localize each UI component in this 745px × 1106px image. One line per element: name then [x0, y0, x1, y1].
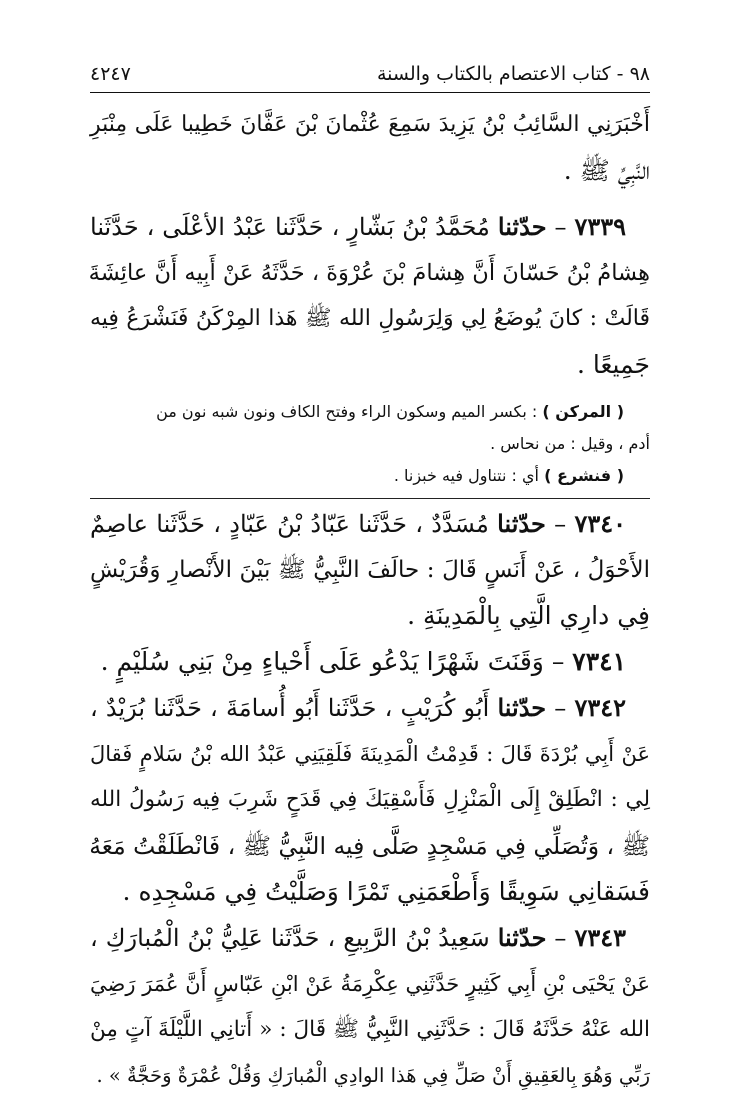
hadith-7343 — [90, 915, 650, 1099]
hadith-number: ٧٣٣٩ — [574, 212, 626, 241]
text-line: عَنْ أَبِي بُرْدَةَ قَالَ : قَدِمْتُ الْمَدِينَةَ فَلَقِيَنِي عَبْدُ الله بْنُ سَلامٍ فَقالَ — [90, 742, 650, 766]
page-header — [90, 58, 650, 90]
page-number: ٤٢٤٧ — [90, 63, 131, 85]
footnote — [90, 396, 650, 428]
hadith-number: ٧٣٤٣ — [574, 923, 627, 952]
text-line: قَالَتْ : كانَ يُوضَعُ لِي وَلِرَسُولِ الله ﷺ هَذا المِرْكَنُ فَنَشْرَعُ فِيه — [90, 306, 650, 331]
text-line: رَبِّي وَهُوَ بِالعَقِيقِ أَنْ صَلِّ فِي هَذا الوادِي الْمُبارَكِ وَقُلْ عُمْرَةٌ وَحَجَّةٌ » . — [96, 1064, 650, 1087]
text-line: ﷺ ، وَتُصَلِّي فِي مَسْجِدٍ صَلَّى فِيه النَّبِيُّ ﷺ ، فَانْطَلَقْتُ مَعَهُ — [89, 832, 650, 860]
hadith-keyword: حدّثنا — [497, 923, 547, 952]
hadith-text: أَبُو كُرَيْبٍ ، حَدَّثَنا أَبُو أُسامَةَ ، حَدَّثَنا بُرَيْدٌ ، — [90, 694, 490, 722]
text-line: فِي دارِي الَّتِي بِالْمَدِينَةِ . — [407, 601, 650, 630]
hadith-text: سَعِيدُ بْنُ الرَّبِيعِ ، حَدَّثَنا عَلِيُّ بْنُ الْمُبارَكِ ، — [90, 924, 490, 952]
text-line: الأَحْوَلُ ، عَنْ أَنَسٍ قَالَ : حالَفَ النَّبِيُّ ﷺ بَيْنَ الأَنْصارِ وَقُرَيْشٍ — [90, 557, 650, 583]
page-body — [90, 102, 650, 1099]
footnote-text: أدم ، وقيل : من نحاس . — [490, 434, 650, 453]
chapter-title: ٩٨ - كتاب الاعتصام بالكتاب والسنة — [376, 63, 650, 85]
footnote — [90, 460, 650, 492]
text-line: الله عَنْهُ حَدَّثَهُ قَالَ : حَدَّثَنِي النَّبِيُّ ﷺ قَالَ : « أَتانِي اللَّيْلَةَ آتٍ مِنْ — [90, 1017, 650, 1042]
hadith-7342 — [90, 685, 650, 915]
text-line: هِشامُ بْنُ حَسّانَ أَنَّ هِشامَ بْنَ عُرْوَةَ ، حَدَّثَهُ عَنْ أَبِيه أَنَّ عائِشَةَ — [88, 260, 650, 286]
text-line: ٧٣٣٩ – حدّثنا مُحَمَّدُ بْنُ بَشّارٍ ، حَدَّثَنا عَبْدُ الأعْلَى ، حَدَّثَنا — [90, 212, 626, 241]
hadith-text: مُحَمَّدُ بْنُ بَشّارٍ ، حَدَّثَنا عَبْدُ الأعْلَى ، حَدَّثَنا — [90, 213, 490, 241]
text-line: أَخْبَرَنِي السَّائِبُ بْنُ يَزِيدَ سَمِعَ عُثْمانَ بْنَ عَفَّانَ خَطِيبا عَلَى مِنْبَرِ — [90, 112, 650, 137]
intro-text — [90, 102, 650, 194]
section-divider — [90, 498, 650, 499]
footnote-term: ( المركن ) — [542, 402, 624, 421]
text-line: ٧٣٤١ – وَقَنَتَ شَهْرًا يَدْعُو عَلَى أَحْياءٍ مِنْ بَنِي سُلَيْمٍ . — [100, 647, 626, 676]
hadith-7339 — [90, 204, 650, 388]
text-line: جَمِيعًا . — [576, 350, 650, 379]
text-line: ٧٣٤٣ – حدّثنا سَعِيدُ بْنُ الرَّبِيعِ ، حَدَّثَنا عَلِيُّ بْنُ الْمُبارَكِ ، — [90, 923, 627, 952]
hadith-keyword: حدّثنا — [497, 212, 547, 241]
hadith-7341 — [90, 639, 650, 685]
footnote-text: : بكسر الميم وسكون الراء وفتح الكاف ونون شبه نون من — [156, 402, 538, 421]
hadith-keyword: حدّثنا — [497, 693, 547, 722]
hadith-keyword: حدّثنا — [497, 509, 546, 538]
hadith-number: ٧٣٤٠ — [574, 509, 626, 538]
text-line: النَّبِيِّ ﷺ . — [563, 156, 650, 185]
text-line: عَنْ يَحْيَى بْنِ أَبِي كَثِيرٍ حَدَّثَنِي عِكْرِمَةُ عَنْ ابْنِ عَبّاسٍ أَنَّ عُمَرَ رَضِيَ — [90, 972, 650, 996]
hadith-number: ٧٣٤١ — [572, 647, 626, 676]
header-rule — [90, 92, 650, 93]
text-line: ٧٣٤٠ – حدّثنا مُسَدَّدٌ ، حَدَّثَنا عَبّادُ بْنُ عَبّادٍ ، حَدَّثَنا عاصِمٌ — [90, 509, 626, 538]
footnote-text: أي : نتناول فيه خبزنا . — [393, 466, 539, 485]
text-line: لِي : انْطَلِقْ إِلَى الْمَنْزِلِ فَأَسْقِيَكَ فِي قَدَحٍ شَرِبَ فِيه رَسُولُ الله — [90, 787, 650, 812]
text-line: ٧٣٤٢ – حدّثنا أَبُو كُرَيْبٍ ، حَدَّثَنا أَبُو أُسامَةَ ، حَدَّثَنا بُرَيْدٌ ، — [90, 693, 626, 722]
text-line: فَسَقانِي سَوِيقًا وَأَطْعَمَنِي تَمْرًا وَصَلَّيْتُ فِي مَسْجِدِه . — [122, 877, 650, 906]
footnotes — [90, 396, 650, 492]
footnote-term: ( فنشرع ) — [544, 466, 624, 485]
hadith-text: وَقَنَتَ شَهْرًا يَدْعُو عَلَى أَحْياءٍ مِنْ بَنِي سُلَيْمٍ . — [100, 647, 544, 676]
hadith-7340 — [90, 501, 650, 639]
hadith-text: مُسَدَّدٌ ، حَدَّثَنا عَبّادُ بْنُ عَبّادٍ ، حَدَّثَنا عاصِمٌ — [90, 510, 489, 538]
hadith-number: ٧٣٤٢ — [574, 693, 626, 722]
